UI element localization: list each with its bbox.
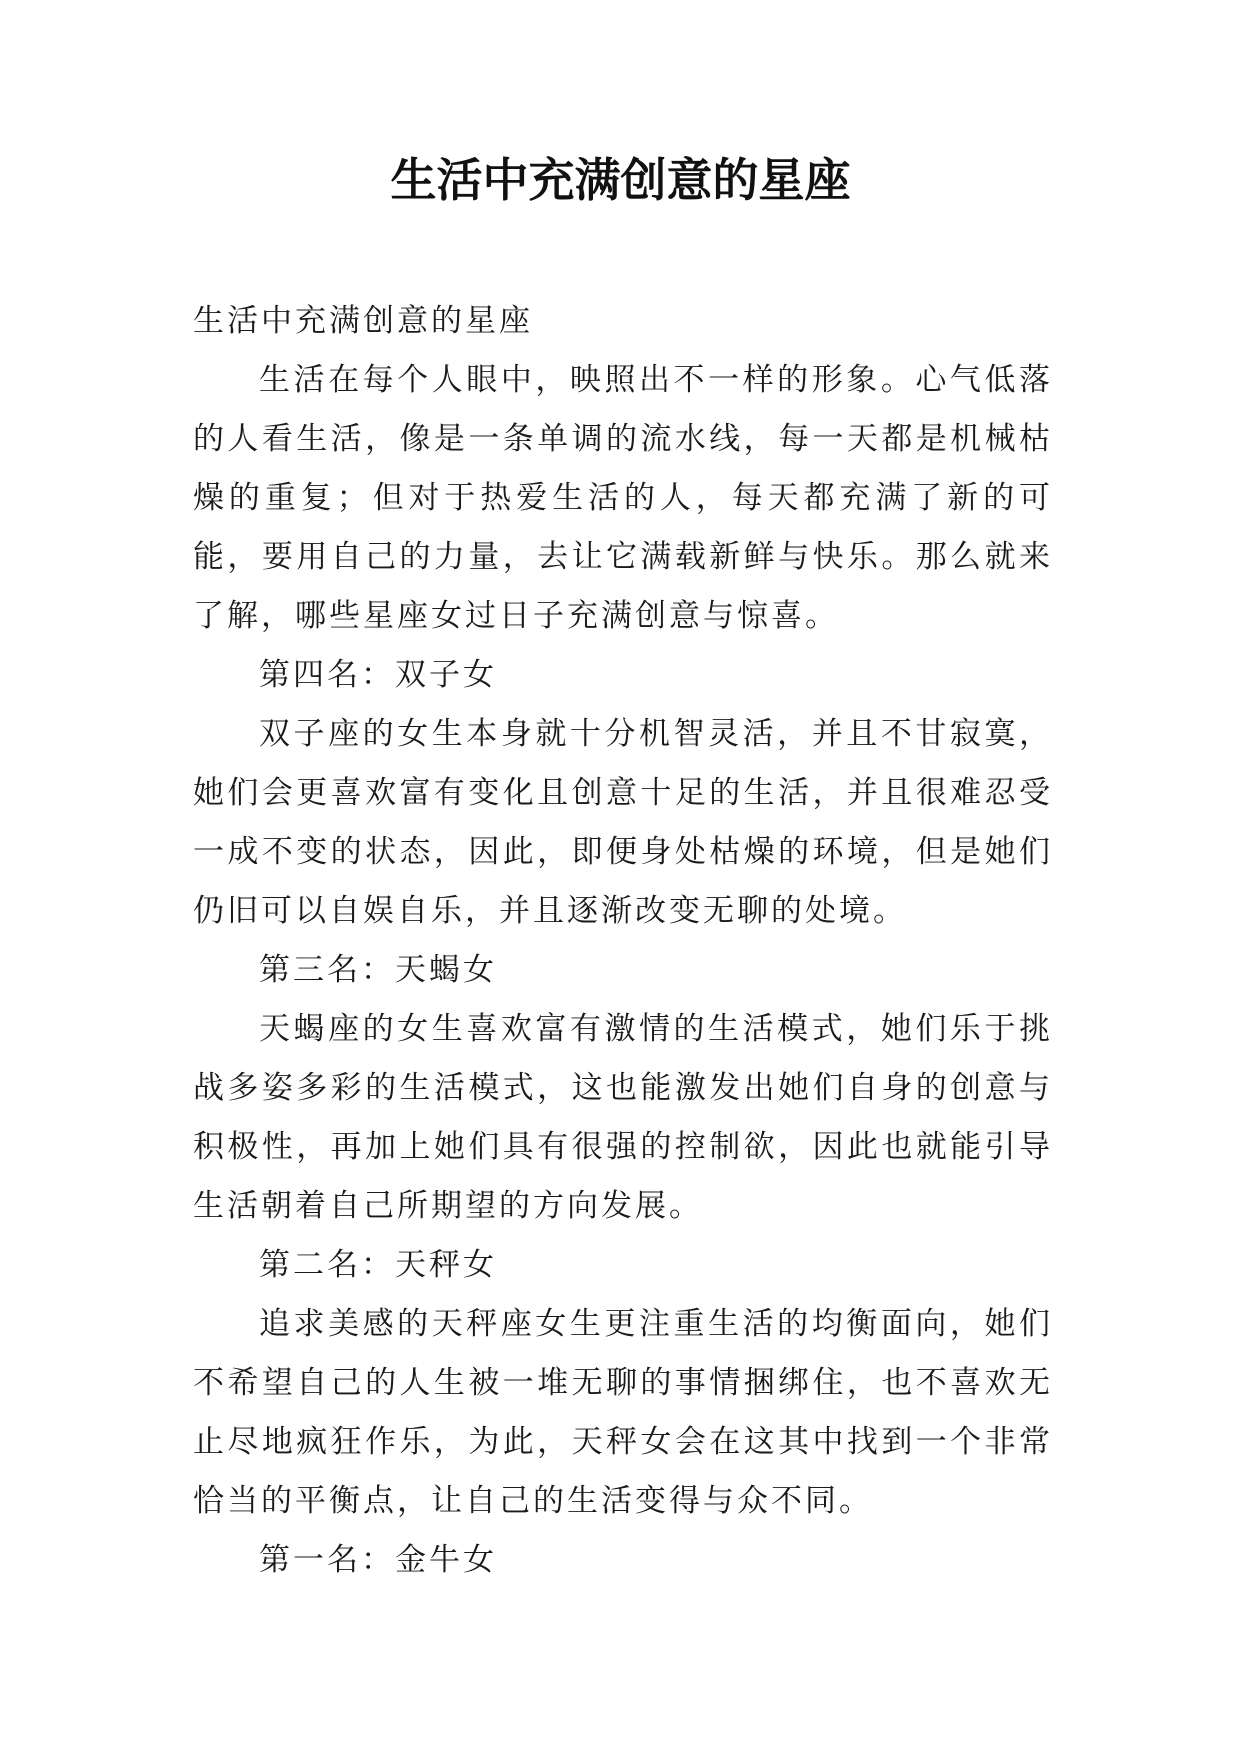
rank-2-heading: 第二名：天秤女 <box>259 1247 497 1283</box>
paragraph-gemini: 双子座的女生本身就十分机智灵活，并且不甘寂寞，她们会更喜欢富有变化且创意十足的生活，并且很难忍受一成不变的状态，因此，即便身处枯燥的环境，但是她们仍旧可以自娱自乐，并且逐渐改变无聊的处境。 <box>193 716 1053 929</box>
rank-3-heading: 第三名：天蝎女 <box>259 952 497 988</box>
rank-1-heading: 第一名：金牛女 <box>259 1542 497 1578</box>
paragraph-intro: 生活在每个人眼中，映照出不一样的形象。心气低落的人看生活，像是一条单调的流水线，每一天都是机械枯燥的重复；但对于热爱生活的人，每天都充满了新的可能，要用自己的力量，去让它满载新鲜与快乐。那么就来了解，哪些星座女过日子充满创意与惊喜。 <box>193 362 1053 634</box>
document-title: 生活中充满创意的星座 <box>390 153 851 207</box>
paragraph-scorpio: 天蝎座的女生喜欢富有激情的生活模式，她们乐于挑战多姿多彩的生活模式，这也能激发出她们自身的创意与积极性，再加上她们具有很强的控制欲，因此也就能引导生活朝着自己所期望的方向发展。 <box>193 1011 1053 1224</box>
rank-4-heading: 第四名：双子女 <box>259 657 497 693</box>
document-subtitle: 生活中充满创意的星座 <box>193 303 533 339</box>
paragraph-libra: 追求美感的天秤座女生更注重生活的均衡面向，她们不希望自己的人生被一堆无聊的事情捆绑住，也不喜欢无止尽地疯狂作乐，为此，天秤女会在这其中找到一个非常恰当的平衡点，让自己的生活变得与众不同。 <box>193 1306 1053 1519</box>
document-body <box>193 292 1053 1590</box>
